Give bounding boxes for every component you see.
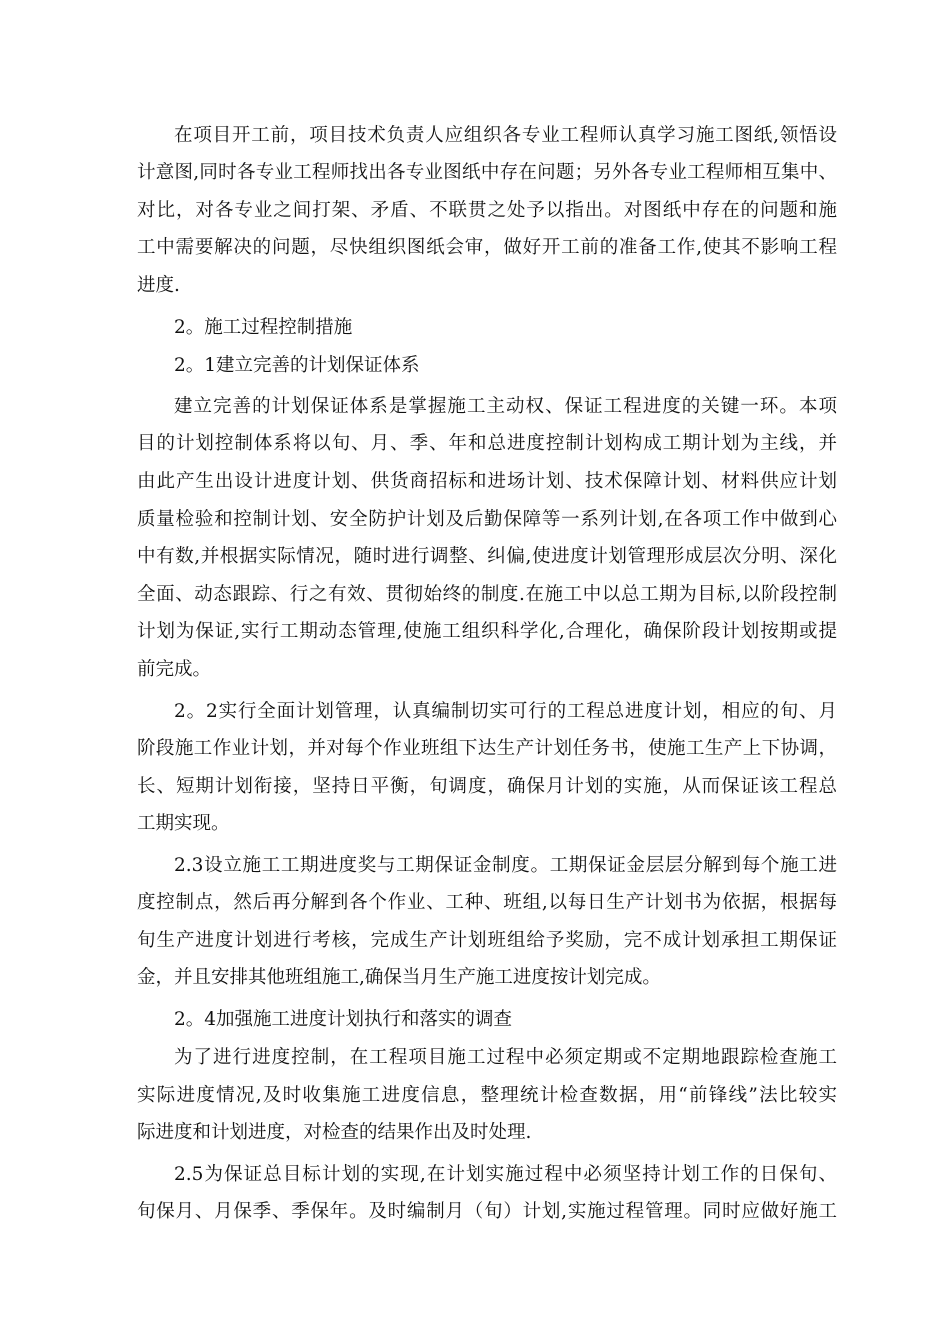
text-line: 2.5为保证总目标计划的实现,在计划实施过程中必须坚持计划工作的日保旬、 [174,1164,837,1185]
text-line: 长、短期计划衔接，坚持日平衡，旬调度，确保月计划的实施，从而保证该工程总 [137,776,837,797]
text-line: 目的计划控制体系将以旬、月、季、年和总进度控制计划构成工期计划为主线，并 [137,433,837,454]
text-line: 工期实现。 [137,813,230,834]
text-line: 全面、动态跟踪、行之有效、贯彻始终的制度.在施工中以总工期为目标,以阶段控制 [137,584,837,605]
text-line: 质量检验和控制计划、安全防护计划及后勤保障等一系列计划,在各项工作中做到心 [137,509,837,530]
section-heading: 2。施工过程控制措施 [174,317,353,338]
text-line: 2.3设立施工工期进度奖与工期保证金制度。工期保证金层层分解到每个施工进 [174,855,837,876]
text-line: 旬生产进度计划进行考核，完成生产计划班组给予奖励，完不成计划承担工期保证 [137,930,837,951]
text-line: 度控制点，然后再分解到各个作业、工种、班组,以每日生产计划书为依据，根据每 [137,892,837,913]
text-line: 对比，对各专业之间打架、矛盾、不联贯之处予以指出。对图纸中存在的问题和施 [137,200,837,221]
subsection-heading: 2。1建立完善的计划保证体系 [174,355,420,376]
text-line: 建立完善的计划保证体系是掌握施工主动权、保证工程进度的关键一环。本项 [174,396,837,417]
text-line: 际进度和计划进度，对检查的结果作出及时处理. [137,1122,532,1143]
text-line: 阶段施工作业计划，并对每个作业班组下达生产计划任务书，使施工生产上下协调， [137,738,837,759]
text-line: 金，并且安排其他班组施工,确保当月生产施工进度按计划完成。 [137,967,661,988]
subsection-heading: 2。4加强施工进度计划执行和落实的调查 [174,1009,513,1030]
text-line: 前完成。 [137,659,212,680]
text-line: 中有数,并根据实际情况，随时进行调整、纠偏,使进度计划管理形成层次分明、深化 [137,546,837,567]
text-line: 在项目开工前，项目技术负责人应组织各专业工程师认真学习施工图纸,领悟设 [174,125,837,146]
text-line: 由此产生出设计进度计划、供货商招标和进场计划、技术保障计划、材料供应计划 [137,471,837,492]
text-line: 计划为保证,实行工期动态管理,使施工组织科学化,合理化，确保阶段计划按期或提 [137,621,837,642]
text-line: 为了进行进度控制，在工程项目施工过程中必须定期或不定期地跟踪检查施工 [174,1047,837,1068]
text-line: 旬保月、月保季、季保年。及时编制月（旬）计划,实施过程管理。同时应做好施工 [137,1201,837,1222]
text-line: 进度. [137,275,180,296]
text-line: 计意图,同时各专业工程师找出各专业图纸中存在问题；另外各专业工程师相互集中、 [137,162,837,183]
text-line: 工中需要解决的问题，尽快组织图纸会审，做好开工前的准备工作,使其不影响工程 [137,237,837,258]
text-line: 实际进度情况,及时收集施工进度信息，整理统计检查数据，用“前锋线”法比较实 [137,1085,837,1106]
text-line: 2。2实行全面计划管理，认真编制切实可行的工程总进度计划，相应的旬、月 [174,701,837,722]
